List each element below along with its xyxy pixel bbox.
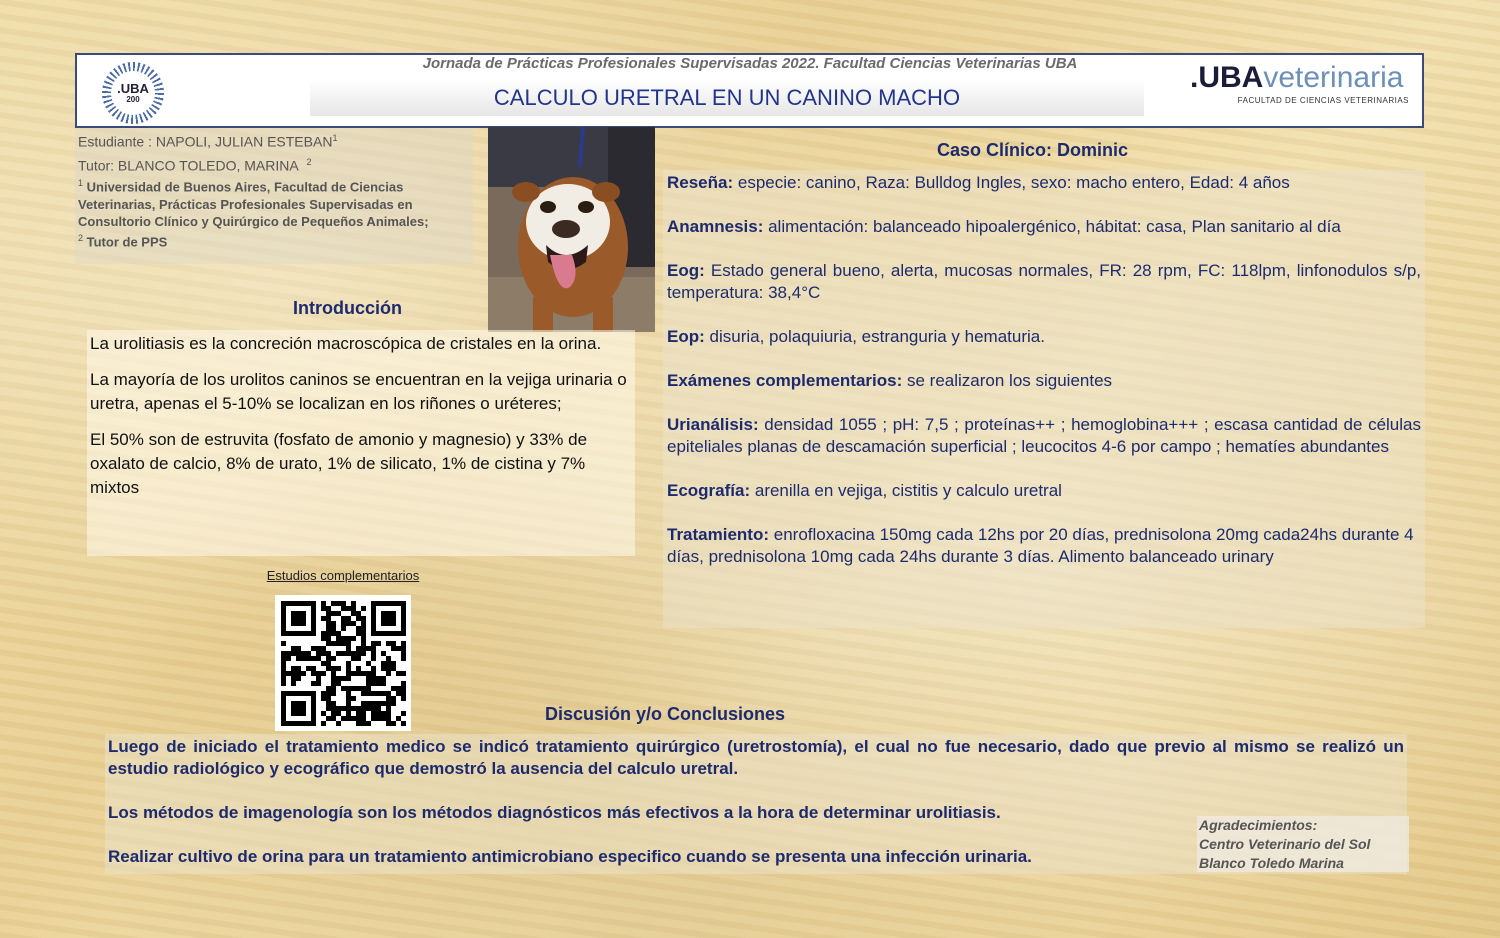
intro-box (87, 330, 635, 556)
aff2-text: Tutor de PPS (86, 233, 168, 249)
case-item-ecografia (667, 480, 1421, 502)
acknowledgements-box (1197, 816, 1409, 872)
intro-title: Introducción (293, 298, 402, 318)
uba-veterinaria-logo (1190, 62, 1415, 112)
case-label: Anamnesis: (667, 217, 764, 236)
case-label: Eop: (667, 327, 705, 346)
student-sup: 1 (332, 133, 338, 143)
case-item-anamnesis (667, 216, 1421, 238)
bulldog-photo (488, 127, 655, 332)
case-text: alimentación: balanceado hipoalergénico, hábitat: casa, Plan sanitario al día (763, 217, 1341, 236)
discussion-paragraph-3: Realizar cultivo de orina para un tratamiento antimicrobiano especifico cuando se presenta una infección urinaria. (108, 847, 1032, 866)
tutor-sup: 2 (306, 156, 312, 167)
acknowledgements-line-1: Centro Veterinario del Sol (1199, 836, 1371, 852)
discussion-paragraph-1: Luego de iniciado el tratamiento medico se indicó tratamiento quirúrgico (uretrostomía), el cual no fue necesario, dado que previo al mismo se realizó un estudio radiológico y ecográfico que demostró la ausencia del calculo uretral. (108, 737, 1404, 778)
case-label: Urianálisis: (667, 415, 759, 434)
vet-logo-brand-a: .UBA (1190, 61, 1264, 94)
tutor-line (75, 152, 473, 176)
case-label: Eog: (667, 261, 705, 280)
aff1-text: Universidad de Buenos Aires, Facultad de Ciencias Veterinarias, Prácticas Profesionales Supervisadas en Consultorio Clínico y Quirúrgico de Pequeños Animales; (78, 179, 429, 229)
discussion-paragraph-2: Los métodos de imagenología son los métodos diagnósticos más efectivos a la hora de determinar urolitiasis. (108, 803, 1001, 822)
uba-200-logo (92, 58, 174, 128)
student-name: Estudiante : NAPOLI, JULIAN ESTEBAN (78, 133, 333, 150)
uba-logo-year: 200 (126, 95, 140, 104)
case-label: Reseña: (667, 173, 734, 192)
acknowledgements-line-2: Blanco Toledo Marina (1199, 855, 1344, 871)
intro-paragraph-3: El 50% son de estruvita (fosfato de amonio y magnesio) y 33% de oxalato de calcio, 8% de urato, 1% de silicato, 1% de cistina y 7% mixtos (90, 430, 588, 497)
case-text: densidad 1055 ; pH: 7,5 ; proteínas++ ; hemoglobina+++ ; escasa cantidad de células epiteliales planas de descamación superficial ; leucocitos 4-6 por campo ; hematíes abundantes (667, 415, 1421, 456)
estudios-complementarios-link[interactable]: Estudios complementarios (266, 568, 420, 583)
case-item-eog (667, 260, 1421, 304)
poster-title: CALCULO URETRAL EN UN CANINO MACHO (310, 80, 1144, 116)
affiliation-1 (75, 175, 473, 229)
case-box (663, 170, 1425, 628)
case-item-tratamiento (667, 524, 1421, 568)
case-text: Estado general bueno, alerta, mucosas normales, FR: 28 rpm, FC: 118lpm, linfonodulos s/p, temperatura: 38,4°C (667, 261, 1421, 302)
qr-code[interactable] (275, 595, 411, 731)
acknowledgements-title: Agradecimientos: (1199, 817, 1318, 833)
aff2-sup: 2 (78, 232, 84, 243)
case-label: Exámenes complementarios: (667, 371, 903, 390)
aff1-sup: 1 (78, 178, 84, 189)
case-label: Ecografía: (667, 481, 751, 500)
student-line (75, 128, 473, 152)
discussion-title: Discusión y/o Conclusiones (544, 704, 786, 724)
authors-box (75, 128, 473, 264)
tutor-name: Tutor: BLANCO TOLEDO, MARINA (78, 157, 299, 174)
case-item-urianalisis (667, 414, 1421, 458)
case-item-eop (667, 326, 1421, 348)
case-text: arenilla en vejiga, cistitis y calculo uretral (750, 481, 1062, 500)
vet-logo-faculty: FACULTAD DE CIENCIAS VETERINARIAS (1237, 96, 1409, 105)
qr-code-graphic (275, 595, 411, 731)
case-text: enrofloxacina 150mg cada 12hs por 20 días, prednisolona 20mg cada24hs durante 4 días, prednisolona 10mg cada 24hs durante 3 días. Alimento balanceado urinary (667, 525, 1414, 566)
intro-paragraph-1: La urolitiasis es la concreción macroscópica de cristales en la orina. (90, 334, 602, 353)
case-label: Tratamiento: (667, 525, 770, 544)
case-title: Caso Clínico: Dominic (936, 140, 1129, 160)
affiliation-2 (75, 230, 473, 250)
case-text: especie: canino, Raza: Bulldog Ingles, sexo: macho entero, Edad: 4 años (733, 173, 1290, 192)
event-subtitle: Jornada de Prácticas Profesionales Supervisadas 2022. Facultad Ciencias Veterinarias UBA (422, 55, 1078, 72)
case-item-examenes (667, 370, 1421, 392)
intro-paragraph-2: La mayoría de los urolitos caninos se encuentran en la vejiga urinaria o uretra, apenas el 5-10% se localizan en los riñones o uréteres; (90, 370, 627, 413)
case-text: se realizaron los siguientes (902, 371, 1113, 390)
vet-logo-brand-b: veterinaria (1263, 61, 1404, 94)
case-item-resena (667, 172, 1421, 194)
case-text: disuria, polaquiuria, estranguria y hematuria. (704, 327, 1045, 346)
uba-logo-text: .UBA (117, 81, 149, 96)
